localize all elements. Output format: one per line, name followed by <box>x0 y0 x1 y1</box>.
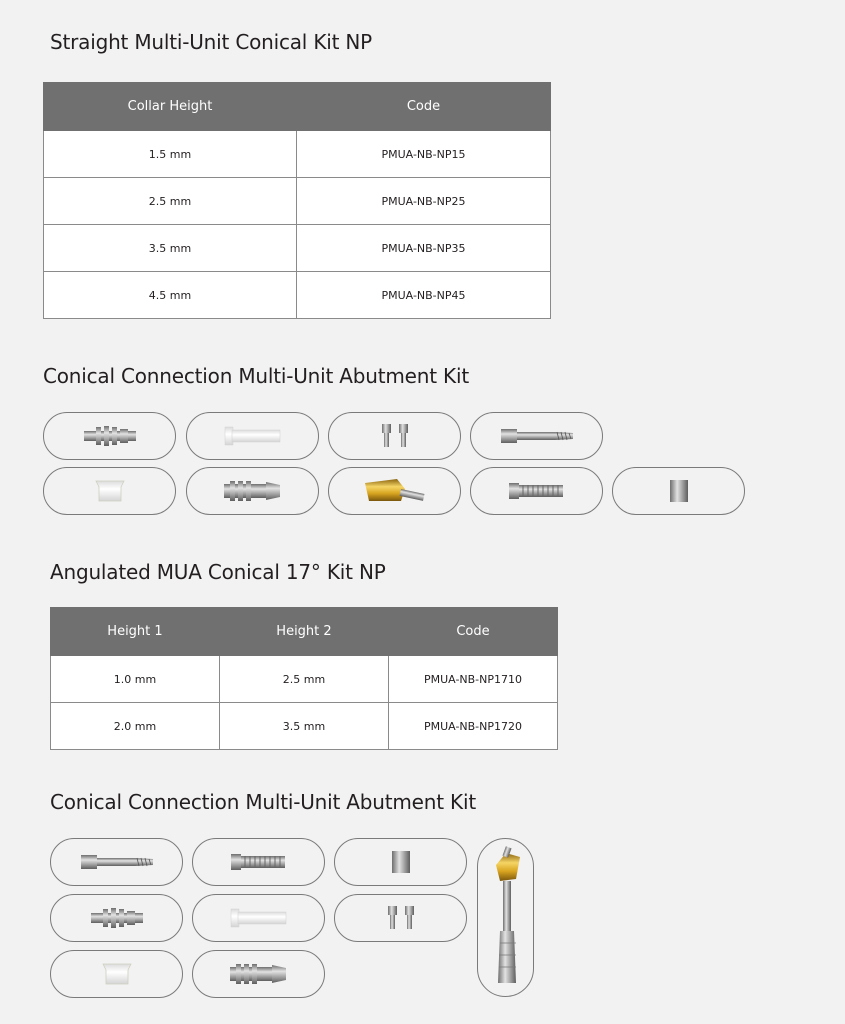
cylinder-icon <box>668 478 690 504</box>
table-cell: 2.5 mm <box>44 178 297 225</box>
table-row <box>44 225 551 272</box>
table-row <box>51 703 558 750</box>
table-row <box>44 272 551 319</box>
table-cell: 1.5 mm <box>44 131 297 178</box>
kit-item <box>50 950 183 998</box>
kit-item <box>50 838 183 886</box>
kit-item <box>192 894 325 942</box>
table-cell: PMUA-NB-NP15 <box>297 131 551 178</box>
kit-item <box>470 467 603 515</box>
section1-title: Straight Multi-Unit Conical Kit NP <box>50 30 373 54</box>
angled-abutment-with-driver-icon <box>486 843 526 993</box>
table-cell: 2.0 mm <box>51 703 220 750</box>
section4-title: Conical Connection Multi-Unit Abutment Kit <box>50 790 476 814</box>
threaded-analog-icon <box>507 479 567 503</box>
table-row <box>51 656 558 703</box>
healing-cap-icon <box>93 477 127 505</box>
column-header: Height 1 <box>51 608 220 656</box>
column-header: Collar Height <box>44 83 297 131</box>
kit-item <box>43 412 176 460</box>
table-cell: PMUA-NB-NP35 <box>297 225 551 272</box>
long-screw-icon <box>79 852 155 872</box>
table-cell: PMUA-NB-NP1720 <box>389 703 558 750</box>
grooved-abutment-icon <box>222 478 284 504</box>
section3-title: Angulated MUA Conical 17° Kit NP <box>50 560 386 584</box>
long-screw-icon <box>499 426 575 446</box>
threaded-analog-icon <box>229 850 289 874</box>
kit-item <box>192 838 325 886</box>
table-cell: 3.5 mm <box>220 703 389 750</box>
gold-angled-abutment-icon <box>361 475 429 507</box>
section2-title: Conical Connection Multi-Unit Abutment Kit <box>43 364 469 388</box>
plastic-sleeve-icon <box>229 907 289 929</box>
column-header: Code <box>389 608 558 656</box>
table-cell: PMUA-NB-NP25 <box>297 178 551 225</box>
twin-screws-icon <box>378 422 412 450</box>
plastic-sleeve-icon <box>223 425 283 447</box>
table-cell: 2.5 mm <box>220 656 389 703</box>
table-row <box>44 178 551 225</box>
table-row <box>44 131 551 178</box>
kit-item <box>50 894 183 942</box>
column-header: Code <box>297 83 551 131</box>
table-cell: PMUA-NB-NP45 <box>297 272 551 319</box>
kit-item <box>186 467 319 515</box>
twin-screws-icon <box>384 904 418 932</box>
grooved-abutment-icon <box>228 961 290 987</box>
table-cell: 1.0 mm <box>51 656 220 703</box>
kit-item <box>43 467 176 515</box>
kit-item <box>192 950 325 998</box>
multi-unit-abutment-icon <box>89 905 145 931</box>
kit-item <box>470 412 603 460</box>
table-cell: 3.5 mm <box>44 225 297 272</box>
table-header-row <box>51 608 558 656</box>
multi-unit-abutment-icon <box>82 423 138 449</box>
column-header: Height 2 <box>220 608 389 656</box>
table-cell: 4.5 mm <box>44 272 297 319</box>
kit-item <box>334 838 467 886</box>
collar-height-table <box>43 82 551 319</box>
kit-item <box>328 467 461 515</box>
kit-item <box>477 838 534 997</box>
table-header-row <box>44 83 551 131</box>
table-cell: PMUA-NB-NP1710 <box>389 656 558 703</box>
kit-item <box>334 894 467 942</box>
cylinder-icon <box>390 849 412 875</box>
kit-item <box>612 467 745 515</box>
angulated-mua-table <box>50 607 558 750</box>
kit-item <box>186 412 319 460</box>
healing-cap-icon <box>100 960 134 988</box>
kit-item <box>328 412 461 460</box>
